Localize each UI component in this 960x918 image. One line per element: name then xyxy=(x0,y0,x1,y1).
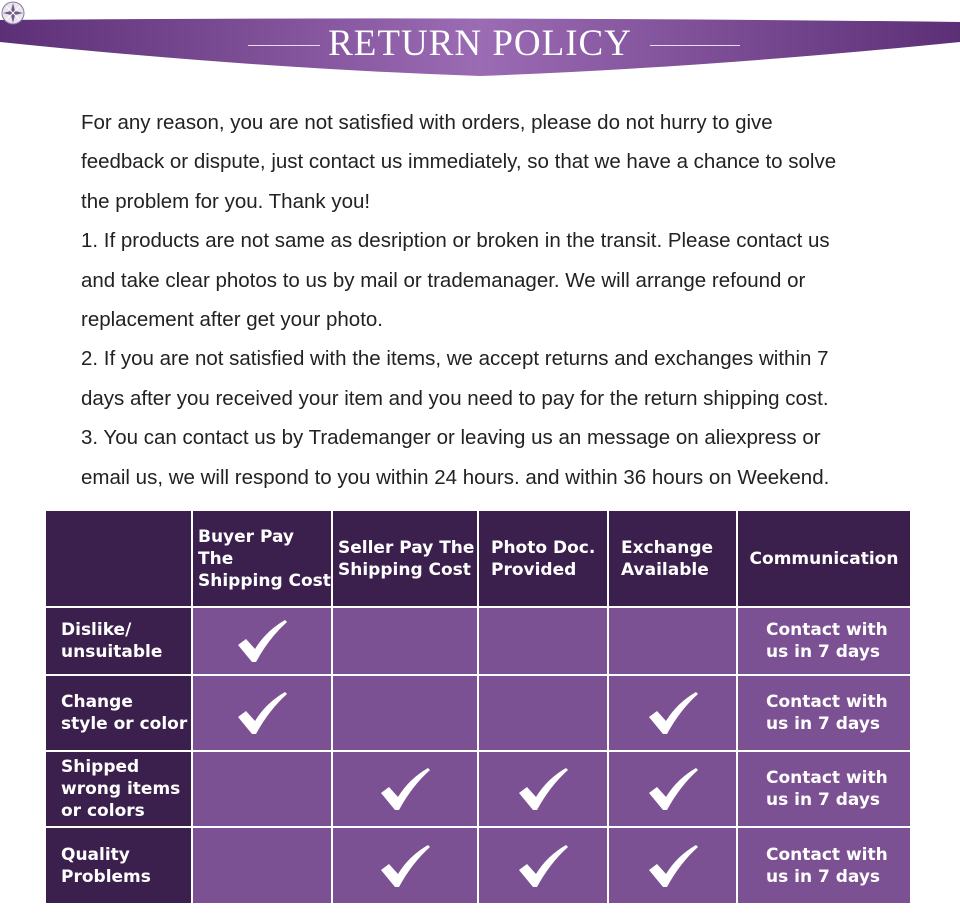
checkmark-icon xyxy=(379,843,431,889)
policy-line: 2. If you are not satisfied with the items, we accept returns and exchanges within 7 xyxy=(81,347,829,371)
checkmark-icon xyxy=(379,766,431,812)
row-header-label: Quality Problems xyxy=(61,844,151,887)
table-cell xyxy=(333,828,477,903)
table-header-cell xyxy=(193,511,331,606)
communication-cell xyxy=(738,676,910,750)
communication-label: Contact with us in 7 days xyxy=(766,620,888,662)
communication-label: Contact with us in 7 days xyxy=(766,768,888,810)
communication-cell xyxy=(738,752,910,826)
row-header-cell xyxy=(46,828,191,903)
row-header-cell xyxy=(46,752,191,826)
table-header-cell xyxy=(609,511,736,606)
row-header-label: Shipped wrong items or colors xyxy=(61,757,181,821)
row-header-cell xyxy=(46,608,191,674)
policy-line: 3. You can contact us by Trademanger or leaving us an message on aliexpress or xyxy=(81,426,821,450)
table-cell xyxy=(193,676,331,750)
table-cell xyxy=(479,676,607,750)
communication-cell xyxy=(738,608,910,674)
policy-text xyxy=(81,103,931,497)
table-cell xyxy=(479,752,607,826)
checkmark-icon xyxy=(236,618,288,664)
table-cell xyxy=(609,752,736,826)
table-cell xyxy=(333,752,477,826)
column-header-label: Seller Pay The Shipping Cost xyxy=(338,537,475,580)
policy-line: email us, we will respond to you within 24 hours. and within 36 hours on Weekend. xyxy=(81,465,830,489)
table-cell xyxy=(479,608,607,674)
policy-line: replacement after get your photo. xyxy=(81,308,383,332)
table-cell xyxy=(193,828,331,903)
column-header-label: Buyer Pay The Shipping Cost xyxy=(198,526,331,591)
communication-label: Contact with us in 7 days xyxy=(766,692,888,734)
return-policy-banner xyxy=(0,0,960,100)
checkmark-icon xyxy=(517,843,569,889)
table-header-cell xyxy=(333,511,477,606)
page-title: RETURN POLICY xyxy=(328,23,632,64)
communication-label: Contact with us in 7 days xyxy=(766,844,888,887)
table-cell xyxy=(333,676,477,750)
row-header-cell xyxy=(46,676,191,750)
checkmark-icon xyxy=(236,690,288,736)
table-cell xyxy=(479,828,607,903)
row-header-label: Dislike/ unsuitable xyxy=(61,620,163,662)
table-cell xyxy=(609,676,736,750)
column-header-label: Photo Doc. Provided xyxy=(491,537,596,580)
diamond-icon xyxy=(0,0,26,26)
table-cell xyxy=(609,608,736,674)
policy-line: For any reason, you are not satisfied with orders, please do not hurry to give xyxy=(81,111,773,134)
policy-line: and take clear photos to us by mail or trademanager. We will arrange refound or xyxy=(81,268,806,292)
column-header-label: Communication xyxy=(749,548,899,569)
checkmark-icon xyxy=(517,766,569,812)
table-cell xyxy=(609,828,736,903)
row-header-label: Change style or color xyxy=(61,692,188,734)
table-header-cell xyxy=(479,511,607,606)
checkmark-icon xyxy=(647,766,699,812)
policy-line: 1. If products are not same as desription or broken in the transit. Please contact us xyxy=(81,229,830,253)
communication-cell xyxy=(738,828,910,903)
checkmark-icon xyxy=(647,690,699,736)
policy-line: days after you received your item and you need to pay for the return shipping cost. xyxy=(81,386,829,410)
table-cell xyxy=(193,608,331,674)
policy-line: the problem for you. Thank you! xyxy=(81,189,371,213)
column-header-label: Exchange Available xyxy=(621,537,714,580)
return-policy-table xyxy=(46,511,910,903)
table-cell xyxy=(193,752,331,826)
table-header-corner xyxy=(46,511,191,606)
table-cell xyxy=(333,608,477,674)
policy-line: feedback or dispute, just contact us immediately, so that we have a chance to solve xyxy=(81,150,837,174)
table-header-cell xyxy=(738,511,910,606)
checkmark-icon xyxy=(647,843,699,889)
